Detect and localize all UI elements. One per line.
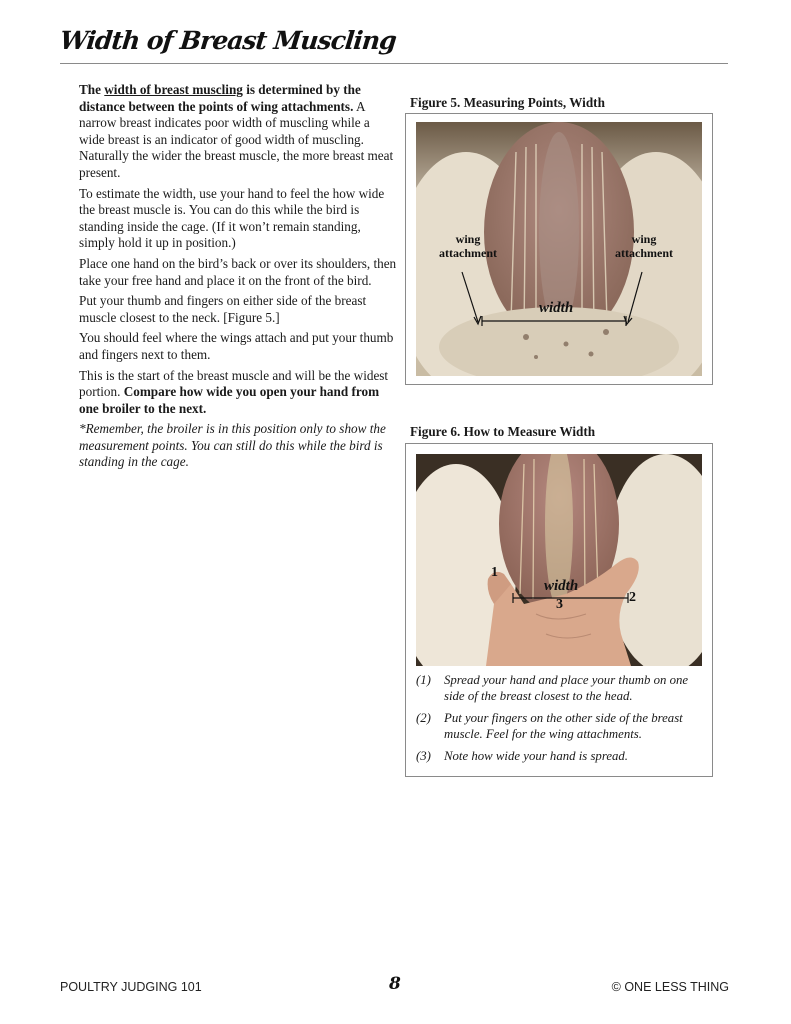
widest-bold: Compare how wide you open your hand from one broiler to the next. [79,384,380,416]
paragraph-thumb: Put your thumb and fingers on either side of the breast muscle closest to the neck. [Figure 5.] [79,293,367,325]
page-title: Width of Breast Muscling [58,26,398,55]
figure5-label-width: width [539,300,574,316]
footer-copyright: © ONE LESS THING [611,980,729,994]
footer-book-title: POULTRY JUDGING 101 [60,980,202,994]
step-number: (2) [416,710,431,725]
paragraph-intro [79,82,397,182]
step-number: (3) [416,748,431,763]
step-text: Spread your hand and place your thumb on one side of the breast closest to the head. [444,673,689,704]
figure6-label-width: width [544,578,579,594]
footer-page-number: 8 [389,974,401,994]
paragraph-widest [79,368,397,418]
step-text: Note how wide your hand is spread. [444,748,629,763]
intro-the: The [79,82,105,97]
figure6-steps [416,672,706,769]
paragraph-remember: *Remember, the broiler is in this position only to show the measurement points. You can still do this while the bird is standing in the cage. [79,421,386,470]
paragraph-place-hand: Place one hand on the bird’s back or over its shoulders, then take your free hand and place it on the front of the bird. [79,255,397,288]
intro-definition: is determined by the distance between the points of wing attachments. [79,82,361,114]
body-text [79,82,397,475]
list-item [416,710,706,743]
step-text: Put your fingers on the other side of the breast muscle. Feel for the wing attachments. [444,710,683,742]
figure5-caption: Figure 5. Measuring Points, Width [410,95,605,110]
list-item [416,748,706,764]
step-number: (1) [416,673,431,687]
title-divider [60,63,728,64]
paragraph-wings: You should feel where the wings attach and put your thumb and fingers next to them. [79,330,394,362]
paragraph-estimate: To estimate the width, use your hand to feel the how wide the breast muscle is. You can do this while the bird is standing inside the cage. (If it won’t remain standing, simply hold it up in position.) [79,185,385,251]
figure5-label-right: wing attachment [615,232,673,260]
widest-plain: This is the start of the breast muscle and will be the widest portion. [79,367,389,400]
figure6-photo [416,454,702,666]
list-item [416,672,706,705]
hand-measuring-image [416,454,702,666]
term-width-of-breast-muscling: width of breast muscling [104,82,243,97]
figure6-caption: Figure 6. How to Measure Width [410,424,596,439]
figure6-marker-1: 1 [491,565,498,580]
figure6-marker-2: 2 [629,590,636,605]
intro-rest: A narrow breast indicates poor width of muscling while a wide breast is an indicator of good width of muscling. Naturally the wider the breast muscle, the more breast meat present. [79,98,394,180]
figure5-label-left: wing attachment [439,232,497,260]
figure6-marker-3: 3 [556,597,563,612]
